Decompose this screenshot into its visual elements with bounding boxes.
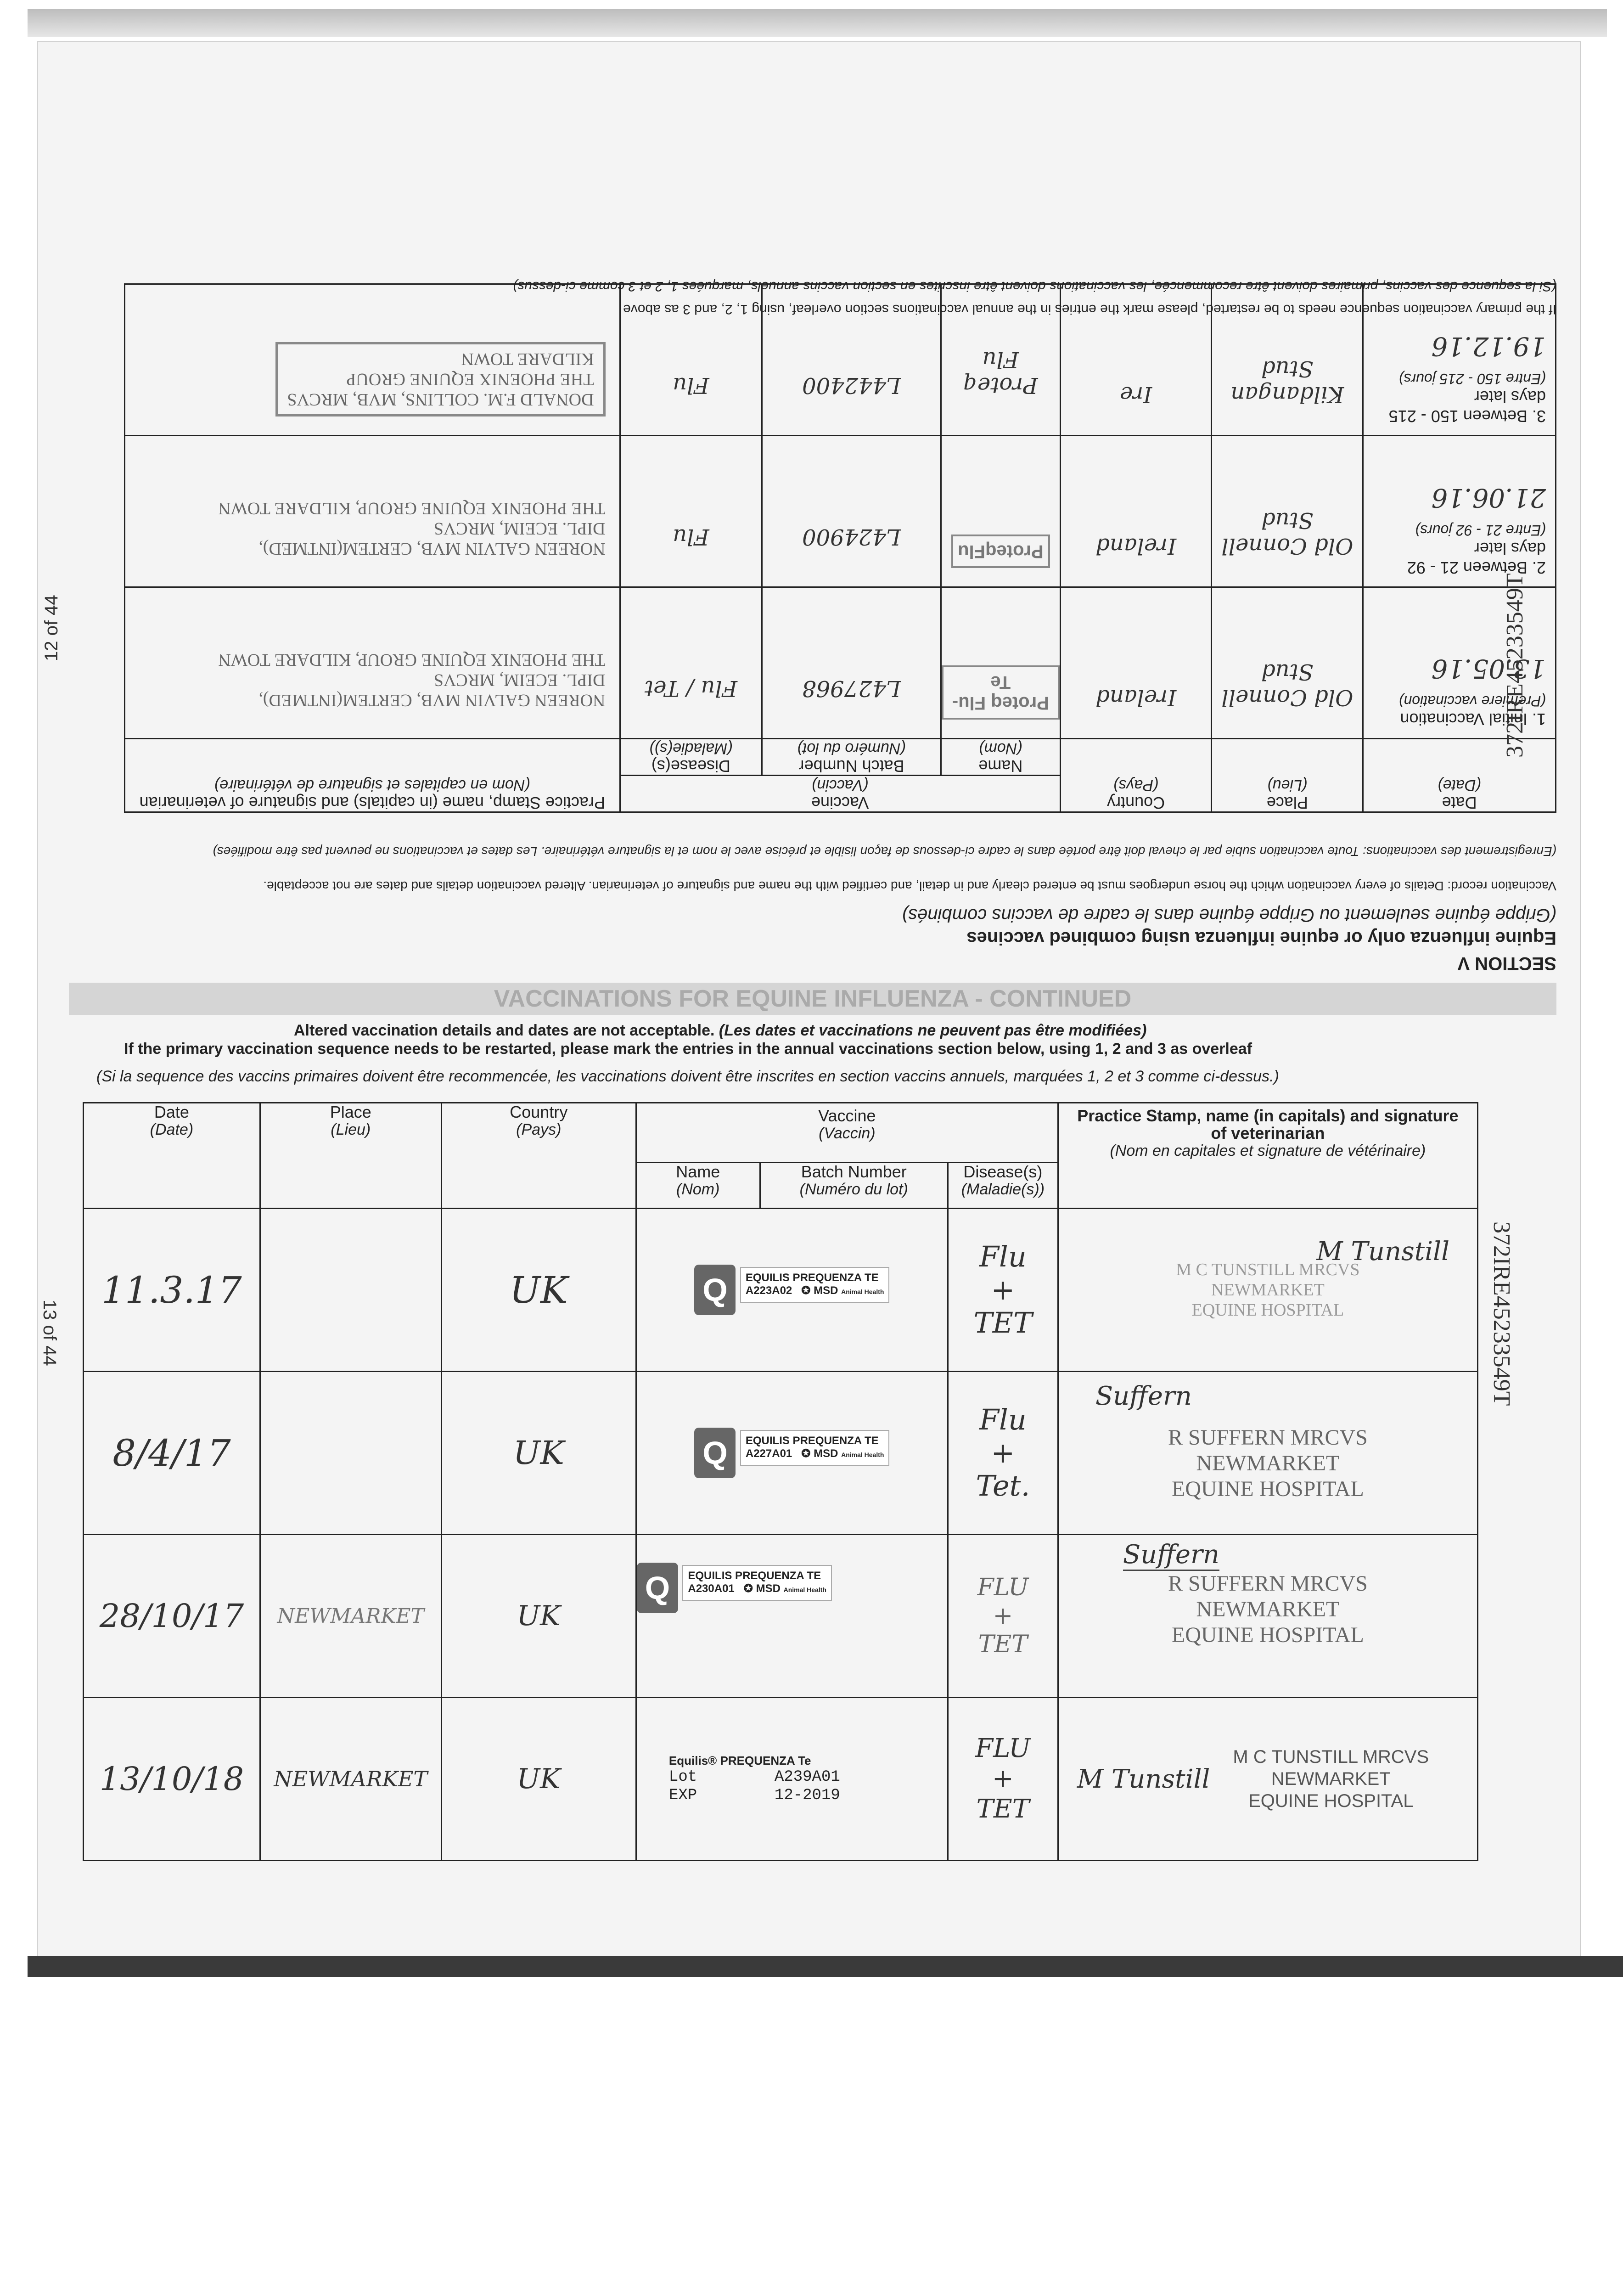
section-title: SECTION V bbox=[1457, 953, 1556, 974]
scan-edge-top bbox=[28, 9, 1607, 37]
row-disease bbox=[948, 1372, 1058, 1535]
stamp-line: M C TUNSTILL MRCVS bbox=[1233, 1747, 1429, 1767]
upper-instruction-fr: (Si la sequence des vaccins, primaires doivent être recommencée, les vaccinations doivent être inscrites en section vaccins annuels, marquées 1, 2 et 3 comme ci-dessus) bbox=[513, 279, 1556, 294]
msd-logo-icon: ✪ bbox=[801, 1284, 811, 1297]
row-label-fr: (Premiere vaccination) bbox=[1398, 693, 1546, 709]
table-row bbox=[84, 1535, 1478, 1698]
upper-record-text-fr: (Enregistrement des vaccinations: Toute vaccination subie par le cheval doit être portée dans le cadre ci-dessous de façon lisible et précise avec le nom et la signature vétérinaire. Les dates et vaccinations ne peuvent pas être modifiées) bbox=[213, 844, 1556, 859]
q-logo-icon: Q bbox=[694, 1265, 736, 1315]
row-place: Old Connell Stud bbox=[1212, 436, 1363, 587]
header-disease: Disease(s) (Maladie(s)) bbox=[948, 1163, 1058, 1209]
stamp-line: EQUINE HOSPITAL bbox=[1248, 1791, 1414, 1811]
q-logo-icon: Q bbox=[694, 1428, 736, 1478]
row-label: 2. Between 21 - 92 days later bbox=[1407, 539, 1546, 577]
vaccine-sticker: Proteq Flu-Te bbox=[942, 665, 1060, 720]
sticker-brand: MSD bbox=[814, 1284, 838, 1297]
disease-line: + bbox=[991, 1273, 1015, 1306]
upper-header-country: Country (Pays) bbox=[1060, 739, 1212, 812]
sticker-batch: A230A01 bbox=[688, 1582, 735, 1595]
row-label: 3. Between 150 - 215 days later bbox=[1388, 388, 1546, 426]
row-batch: L424900 bbox=[762, 436, 941, 587]
vaccine-label-cell bbox=[636, 1698, 948, 1861]
table-row bbox=[84, 1372, 1478, 1535]
disease-line: TET bbox=[978, 1631, 1028, 1658]
stamp-line: KILDARE TOWN bbox=[461, 349, 594, 369]
stamp-line: DIPL. ECEIM, MRCVS bbox=[433, 670, 606, 690]
stamp-line: THE PHOENIX EQUINE GROUP, KILDARE TOWN bbox=[218, 650, 606, 670]
stamp-line: M C TUNSTILL MRCVS bbox=[1176, 1260, 1360, 1279]
header-vaccine: Vaccine (Vaccin) bbox=[636, 1103, 1058, 1163]
row-batch: L442400 bbox=[762, 284, 941, 436]
header-practice: Practice Stamp, name (in capitals) and signature of veterinarian (Nom en capitales et signature de vétérinaire) bbox=[1058, 1103, 1477, 1209]
stamp-line: NEWMARKET bbox=[1211, 1280, 1325, 1300]
row-date-cell bbox=[1363, 436, 1556, 587]
stamp-line: NEWMARKET bbox=[1196, 1451, 1340, 1475]
row-label-fr: (Entre 21 - 92 jours) bbox=[1415, 522, 1546, 539]
vet-signature: M Tunstill bbox=[1077, 1764, 1210, 1794]
row-country: UK bbox=[441, 1209, 636, 1372]
header-place: Place (Lieu) bbox=[260, 1103, 441, 1209]
restart-note-fr: (Si la sequence des vaccins primaires doivent être recommencée, les vaccinations doivent être inscrites en section vaccins annuels, marquées 1, 2 et 3 comme ci-dessus.) bbox=[96, 1068, 1279, 1085]
disease-line: + bbox=[992, 1764, 1014, 1794]
stamp-line: NEWMARKET bbox=[1196, 1597, 1340, 1621]
row-disease: Flu bbox=[620, 436, 762, 587]
header-name: Name (Nom) bbox=[636, 1163, 760, 1209]
disease-line: Flu bbox=[979, 1240, 1027, 1273]
row-stamp bbox=[1058, 1698, 1477, 1861]
vaccine-sticker bbox=[740, 1267, 890, 1303]
row-disease bbox=[948, 1535, 1058, 1698]
stamp-line: EQUINE HOSPITAL bbox=[1172, 1477, 1364, 1501]
continued-band bbox=[69, 983, 1556, 1015]
row-date: 13.05.16 bbox=[1431, 653, 1546, 683]
upper-header-date: Date (Date) bbox=[1363, 739, 1556, 812]
stamp-line: EQUINE HOSPITAL bbox=[1191, 1300, 1344, 1320]
q-logo-icon: Q bbox=[637, 1563, 678, 1613]
sticker-name: EQUILIS PREQUENZA TE bbox=[688, 1569, 821, 1582]
disease-line: TET bbox=[976, 1794, 1030, 1824]
row-stamp bbox=[1058, 1209, 1477, 1372]
disease-line: FLU bbox=[977, 1574, 1029, 1601]
row-stamp bbox=[125, 436, 620, 587]
vet-signature: M Tunstill bbox=[1316, 1237, 1449, 1266]
stamp-line: R SUFFERN MRCVS bbox=[1168, 1571, 1368, 1596]
row-batch: L427968 bbox=[762, 587, 941, 739]
stamp-line: THE PHOENIX EQUINE GROUP bbox=[346, 370, 594, 389]
side-code-upper: 372IRE45233549T bbox=[1502, 573, 1528, 758]
row-stamp bbox=[1058, 1372, 1477, 1535]
scan-edge-bottom bbox=[28, 1956, 1623, 1977]
lower-vaccination-table bbox=[83, 1102, 1478, 1861]
upper-header-vaccine: Vaccine (Vaccin) bbox=[620, 776, 1060, 812]
label-name: Equilis® PREQUENZA Te bbox=[668, 1753, 811, 1767]
sticker-sub: Animal Health bbox=[841, 1451, 884, 1458]
row-disease: Flu bbox=[620, 284, 762, 436]
header-batch: Batch Number (Numéro du lot) bbox=[760, 1163, 948, 1209]
sticker-sub: Animal Health bbox=[841, 1288, 884, 1295]
altered-note: Altered vaccination details and dates are not acceptable. (Les dates et vaccinations ne peuvent pas être modifiées) bbox=[294, 1022, 1147, 1039]
row-stamp bbox=[125, 284, 620, 436]
stamp-line: DONALD F.M. COLLINS, MVB, MRCVS bbox=[287, 390, 594, 409]
row-label-fr: (Entre 150 - 215 jours) bbox=[1398, 371, 1546, 387]
row-date: 11.3.17 bbox=[84, 1209, 260, 1372]
row-country: Ireland bbox=[1060, 587, 1212, 739]
disease-line: Flu bbox=[979, 1403, 1027, 1436]
upper-header-batch: Batch Number (Numéro du lot) bbox=[762, 739, 941, 776]
row-stamp bbox=[125, 587, 620, 739]
row-place bbox=[260, 1372, 441, 1535]
stamp-line: DIPL. ECEIM, MRCVS bbox=[433, 519, 606, 538]
row-label: 1. Initial Vaccination bbox=[1400, 710, 1546, 729]
row-country: UK bbox=[441, 1698, 636, 1861]
upper-heading-fr: (Grippe équine seulement ou Grippe équine dans le cadre de vaccins combinés) bbox=[902, 905, 1556, 925]
row-date: 8/4/17 bbox=[84, 1372, 260, 1535]
msd-logo-icon: ✪ bbox=[801, 1447, 811, 1460]
row-vaccine-name bbox=[941, 436, 1060, 587]
stamp-line: THE PHOENIX EQUINE GROUP, KILDARE TOWN bbox=[218, 499, 606, 518]
page-number-lower: 13 of 44 bbox=[39, 1300, 60, 1366]
row-vaccine-name bbox=[941, 587, 1060, 739]
upper-header-name: Name (Nom) bbox=[941, 739, 1060, 776]
vaccine-sticker-cell bbox=[636, 1372, 948, 1535]
vaccine-sticker: ProteqFlu bbox=[951, 535, 1050, 568]
header-country: Country (Pays) bbox=[441, 1103, 636, 1209]
vaccine-sticker bbox=[740, 1430, 890, 1466]
stamp-line: NEWMARKET bbox=[1271, 1769, 1391, 1789]
header-date: Date (Date) bbox=[84, 1103, 260, 1209]
upper-page-rotated bbox=[51, 46, 1566, 992]
sticker-name: EQUILIS PREQUENZA TE bbox=[745, 1271, 879, 1284]
upper-header-place: Place (Lieu) bbox=[1212, 739, 1363, 812]
upper-record-text: Vaccination record: Details of every vaccination which the horse undergoes must be entered clearly and in detail, and certified with the name and signature of veterinarian. Altered vaccination details and dates are not acceptable. bbox=[263, 879, 1556, 893]
sticker-batch: A227A01 bbox=[745, 1447, 792, 1460]
row-date: 19.12.16 bbox=[1431, 331, 1546, 361]
disease-line: + bbox=[991, 1436, 1015, 1469]
row-place: NEWMARKET bbox=[260, 1535, 441, 1698]
row-date: 13/10/18 bbox=[84, 1698, 260, 1861]
sticker-name: EQUILIS PREQUENZA TE bbox=[745, 1434, 879, 1447]
stamp-line: R SUFFERN MRCVS bbox=[1168, 1425, 1368, 1450]
label-lot: A239A01 bbox=[774, 1768, 840, 1786]
upper-page bbox=[51, 46, 1566, 992]
upper-instruction-en: If the primary vaccination sequence needs to be restarted, please mark the entries in the annual vaccinations section overleaf, using 1, 2, and 3 as above bbox=[623, 302, 1556, 317]
upper-vaccination-table bbox=[124, 283, 1556, 813]
vaccine-sticker-cell bbox=[636, 1535, 948, 1698]
vet-signature: Suffern bbox=[1059, 1540, 1477, 1571]
label-exp: 12-2019 bbox=[774, 1786, 840, 1804]
label-exp-key: EXP bbox=[668, 1786, 697, 1804]
row-country: UK bbox=[441, 1535, 636, 1698]
row-disease bbox=[948, 1698, 1058, 1861]
disease-line: FLU bbox=[975, 1733, 1031, 1763]
restart-note: If the primary vaccination sequence needs to be restarted, please mark the entries in the annual vaccinations section below, using 1, 2 and 3 as overleaf bbox=[124, 1040, 1252, 1058]
disease-line: + bbox=[993, 1602, 1013, 1630]
row-country: UK bbox=[441, 1372, 636, 1535]
row-place bbox=[260, 1209, 441, 1372]
row-place: Kildangan Stud bbox=[1212, 284, 1363, 436]
row-date: 28/10/17 bbox=[84, 1535, 260, 1698]
disease-line: Tet. bbox=[976, 1469, 1030, 1503]
stamp-line: NOREEN GALVIN MVB, CERTEM(INTMED), bbox=[258, 691, 606, 710]
msd-logo-icon: ✪ bbox=[743, 1582, 753, 1595]
table-row bbox=[125, 436, 1556, 587]
row-country: Ireland bbox=[1060, 436, 1212, 587]
table-row bbox=[84, 1209, 1478, 1372]
row-vaccine-name: Proteq Flu bbox=[941, 284, 1060, 436]
upper-header-disease: Disease(s) (Maladie(s)) bbox=[620, 739, 762, 776]
row-date: 21.06.16 bbox=[1431, 483, 1546, 512]
page-number-upper: 12 of 44 bbox=[41, 595, 62, 661]
stamp-line: NOREEN GALVIN MVB, CERTEM(INTMED), bbox=[258, 539, 606, 558]
vaccine-sticker bbox=[682, 1565, 832, 1601]
row-disease: Flu / Tet bbox=[620, 587, 762, 739]
upper-heading: Equine influenza only or equine influenza using combined vaccines bbox=[966, 928, 1556, 948]
row-stamp bbox=[1058, 1535, 1477, 1698]
side-code-lower: 372IRE45233549T bbox=[1488, 1221, 1515, 1406]
sticker-sub: Animal Health bbox=[783, 1586, 826, 1593]
disease-line: TET bbox=[973, 1306, 1033, 1339]
vet-signature: Suffern bbox=[1095, 1381, 1192, 1411]
vaccine-sticker-cell bbox=[636, 1209, 948, 1372]
row-place: Old Connell Stud bbox=[1212, 587, 1363, 739]
row-place: NEWMARKET bbox=[260, 1698, 441, 1861]
row-country: Ire bbox=[1060, 284, 1212, 436]
table-row bbox=[84, 1698, 1478, 1861]
stamp-line: EQUINE HOSPITAL bbox=[1172, 1623, 1364, 1647]
sticker-brand: MSD bbox=[756, 1582, 781, 1595]
band-title: VACCINATIONS FOR EQUINE INFLUENZA - CONTINUED bbox=[494, 985, 1132, 1012]
sticker-batch: A223A02 bbox=[745, 1284, 792, 1297]
row-disease bbox=[948, 1209, 1058, 1372]
table-row bbox=[125, 587, 1556, 739]
upper-header-practice: Practice Stamp, name (in capitals) and signature of veterinarian (Nom en capitales et signature de vétérinaire) bbox=[125, 739, 620, 812]
label-lot-key: Lot bbox=[668, 1768, 697, 1786]
sticker-brand: MSD bbox=[814, 1447, 838, 1460]
